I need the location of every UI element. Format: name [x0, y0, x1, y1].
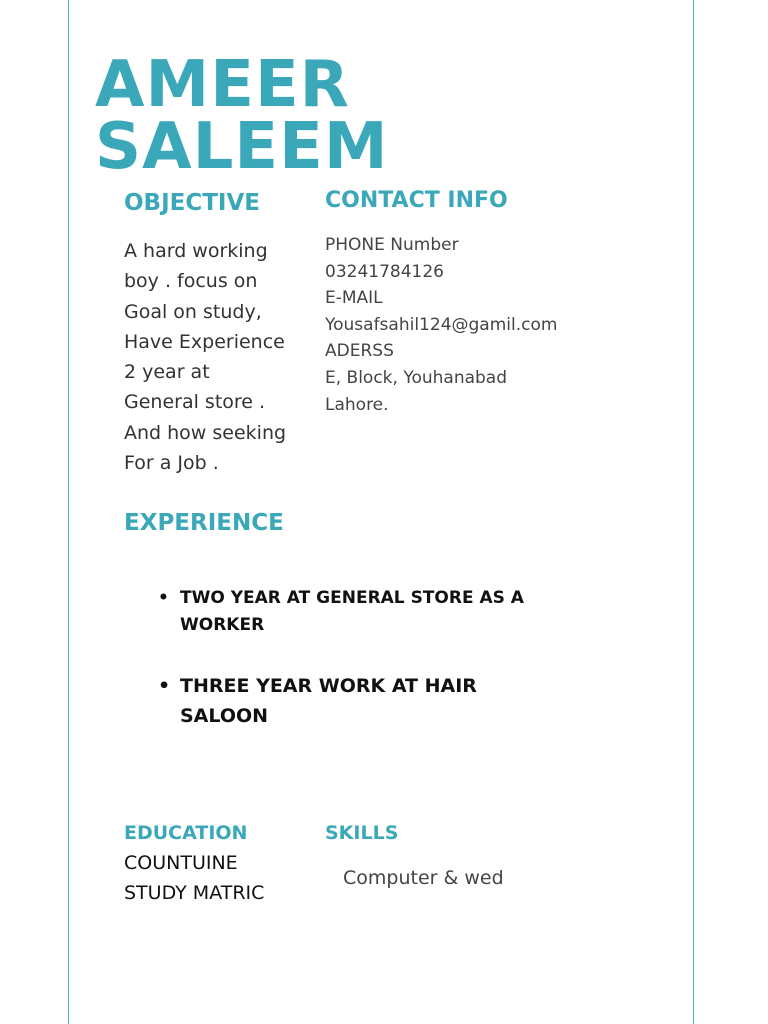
candidate-name	[95, 48, 389, 184]
skills-text: Computer & wed	[343, 867, 504, 889]
experience-item-text: THREE YEAR WORK AT HAIR SALOON	[180, 675, 477, 727]
education-text	[124, 848, 264, 908]
address-label: ADERSS	[325, 341, 394, 362]
phone-value: 03241784126	[325, 261, 444, 282]
phone-label: PHONE Number	[325, 235, 459, 255]
education-line-2: STUDY MATRIC	[124, 882, 265, 904]
skills-heading: SKILLS	[325, 822, 399, 844]
contact-info-heading: CONTACT INFO	[325, 188, 508, 213]
education-line-1: COUNTUINE	[124, 852, 238, 874]
address-line-1: E, Block, Youhanabad	[325, 367, 508, 388]
email-label: E-MAIL	[325, 288, 383, 309]
bullet-icon: •	[158, 675, 171, 697]
contact-info-block	[325, 232, 557, 418]
address-line-2: Lahore.	[325, 394, 389, 415]
experience-heading: EXPERIENCE	[124, 510, 284, 536]
objective-text: A hard working boy . focus on Goal on study, Have Experience 2 year at General store . And how seeking For a Job .	[124, 240, 287, 475]
last-name: SALEEM	[95, 110, 389, 184]
bullet-icon: •	[158, 588, 169, 608]
education-heading: EDUCATION	[124, 822, 248, 844]
experience-item-text: TWO YEAR AT GENERAL STORE AS A WORKER	[180, 588, 524, 635]
experience-item	[158, 671, 510, 731]
email-value: Yousafsahil124@gamil.com	[325, 314, 558, 335]
objective-heading: OBJECTIVE	[124, 190, 260, 216]
experience-list	[158, 585, 540, 731]
experience-item	[158, 585, 540, 639]
first-name: AMEER	[95, 48, 350, 122]
